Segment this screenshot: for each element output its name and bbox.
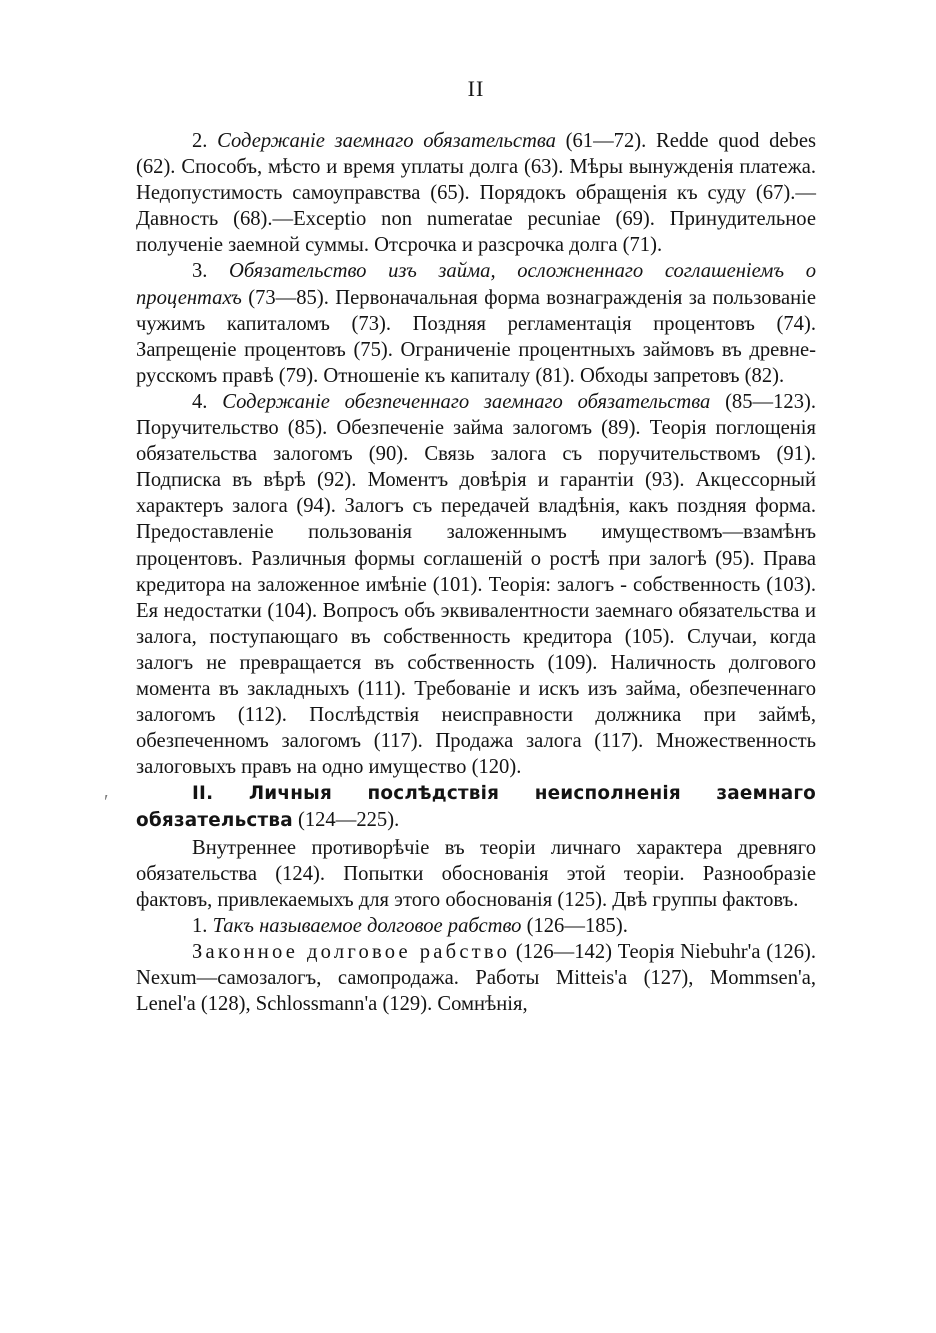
margin-mark: ′ xyxy=(104,791,109,813)
page-number: II xyxy=(467,76,485,101)
subsection-1-heading xyxy=(136,913,816,939)
part-2-heading xyxy=(136,780,816,834)
section-4-number: 4. xyxy=(192,390,223,413)
section-3-paragraph xyxy=(136,258,816,388)
section-2-body: (61—72). Redde quod debes (62). Способъ, мѣсто и время уплаты долга (63). Мѣры вынужденія платежа. Недопустимость самоуправства (65). Порядокъ обращенія къ суду (67).—Давность (68).—Exceptio non numeratae pecuniae (69). Принудительное полученіе заемной суммы. Отсрочка и разсрочка долга (71). xyxy=(136,130,817,257)
subsection-1-range: (126—185). xyxy=(521,914,628,937)
section-3-body: (73—85). Первоначальная форма вознагражденія за пользованіе чужимъ капиталомъ (73). Поздняя регламентація процентовъ (74). Запрещеніе процентовъ (75). Ограниченіе процентныхъ займовъ въ древне-русскомъ правѣ (79). Отношеніе къ капиталу (81). Обходы запретовъ (82). xyxy=(136,286,816,387)
part-2-heading-title: II. Личныя послѣдствія неисполненія заемнаго обязательства xyxy=(136,783,816,832)
section-2-title: Содержаніе заемнаго обязательства xyxy=(217,130,556,152)
section-2-number: 2. xyxy=(192,130,218,152)
section-3-number: 3. xyxy=(192,260,230,283)
part-2-heading-range: (124—225). xyxy=(292,809,400,832)
section-3-title: Обязательство изъ займа, осложненнаго соглашеніемъ о процентахъ xyxy=(136,260,816,309)
section-2-paragraph xyxy=(136,128,816,258)
legal-debt-slavery-paragraph xyxy=(136,939,816,1017)
subsection-1-title: Такъ называемое долговое рабство xyxy=(212,914,522,937)
legal-debt-slavery-body: (126—142) Теорія Niebuhr'a (126). Nexum—самозалогъ, самопродажа. Работы Mitteis'a (127), Mommsen'a, Lenel'a (128), Schlossmann'a (129). Сомнѣнія, xyxy=(136,940,816,1016)
section-4-body: (85—123). Поручительство (85). Обезпеченіе займа залогомъ (89). Теорія поглощенія обязательства залогомъ (90). Связь залога съ поручительствомъ (91). Подписка въ вѣрѣ (92). Моментъ довѣрія и гарантіи (93). Акцессорный характеръ залога (94). Залогъ съ передачей владѣнія, какъ поздняя форма. Предоставленіе пользованія заложеннымъ имуществомъ—взамѣнъ процентовъ. Различныя формы соглашеній о ростѣ при залогѣ (95). Права кредитора на заложенное имѣніе (101). Теорія: залогъ - собственность (103). Ея недостатки (104). Вопросъ объ эквивалентности заемнаго обязательства и залога, поступающаго въ собственность кредитора (105). Случаи, когда залогъ не превращается въ собственность (109). Наличность долгового момента въ закладныхъ (111). Требованіе и искъ изъ займа, обезпеченнаго залогомъ (112). Послѣдствія неисправности должника при займѣ, обезпеченномъ залогомъ (117). Продажа залога (117). Множественность залоговыхъ правъ на одно имущество (120). xyxy=(136,390,817,779)
legal-debt-slavery-title: Законное долговое рабство xyxy=(192,940,511,963)
part-2-intro-paragraph: Внутреннее противорѣчіе въ теоріи личнаго характера древняго обязательства (124). Попытки обоснованія этой теоріи. Разнообразіе фактовъ, привлекаемыхъ для этого обоснованія (125). Двѣ группы фактовъ. xyxy=(136,836,816,911)
section-4-paragraph xyxy=(136,389,816,780)
subsection-1-number: 1. xyxy=(192,914,213,937)
section-4-title: Содержаніе обезпеченнаго заемнаго обязательства xyxy=(222,390,711,413)
table-of-contents-text xyxy=(136,128,816,1017)
